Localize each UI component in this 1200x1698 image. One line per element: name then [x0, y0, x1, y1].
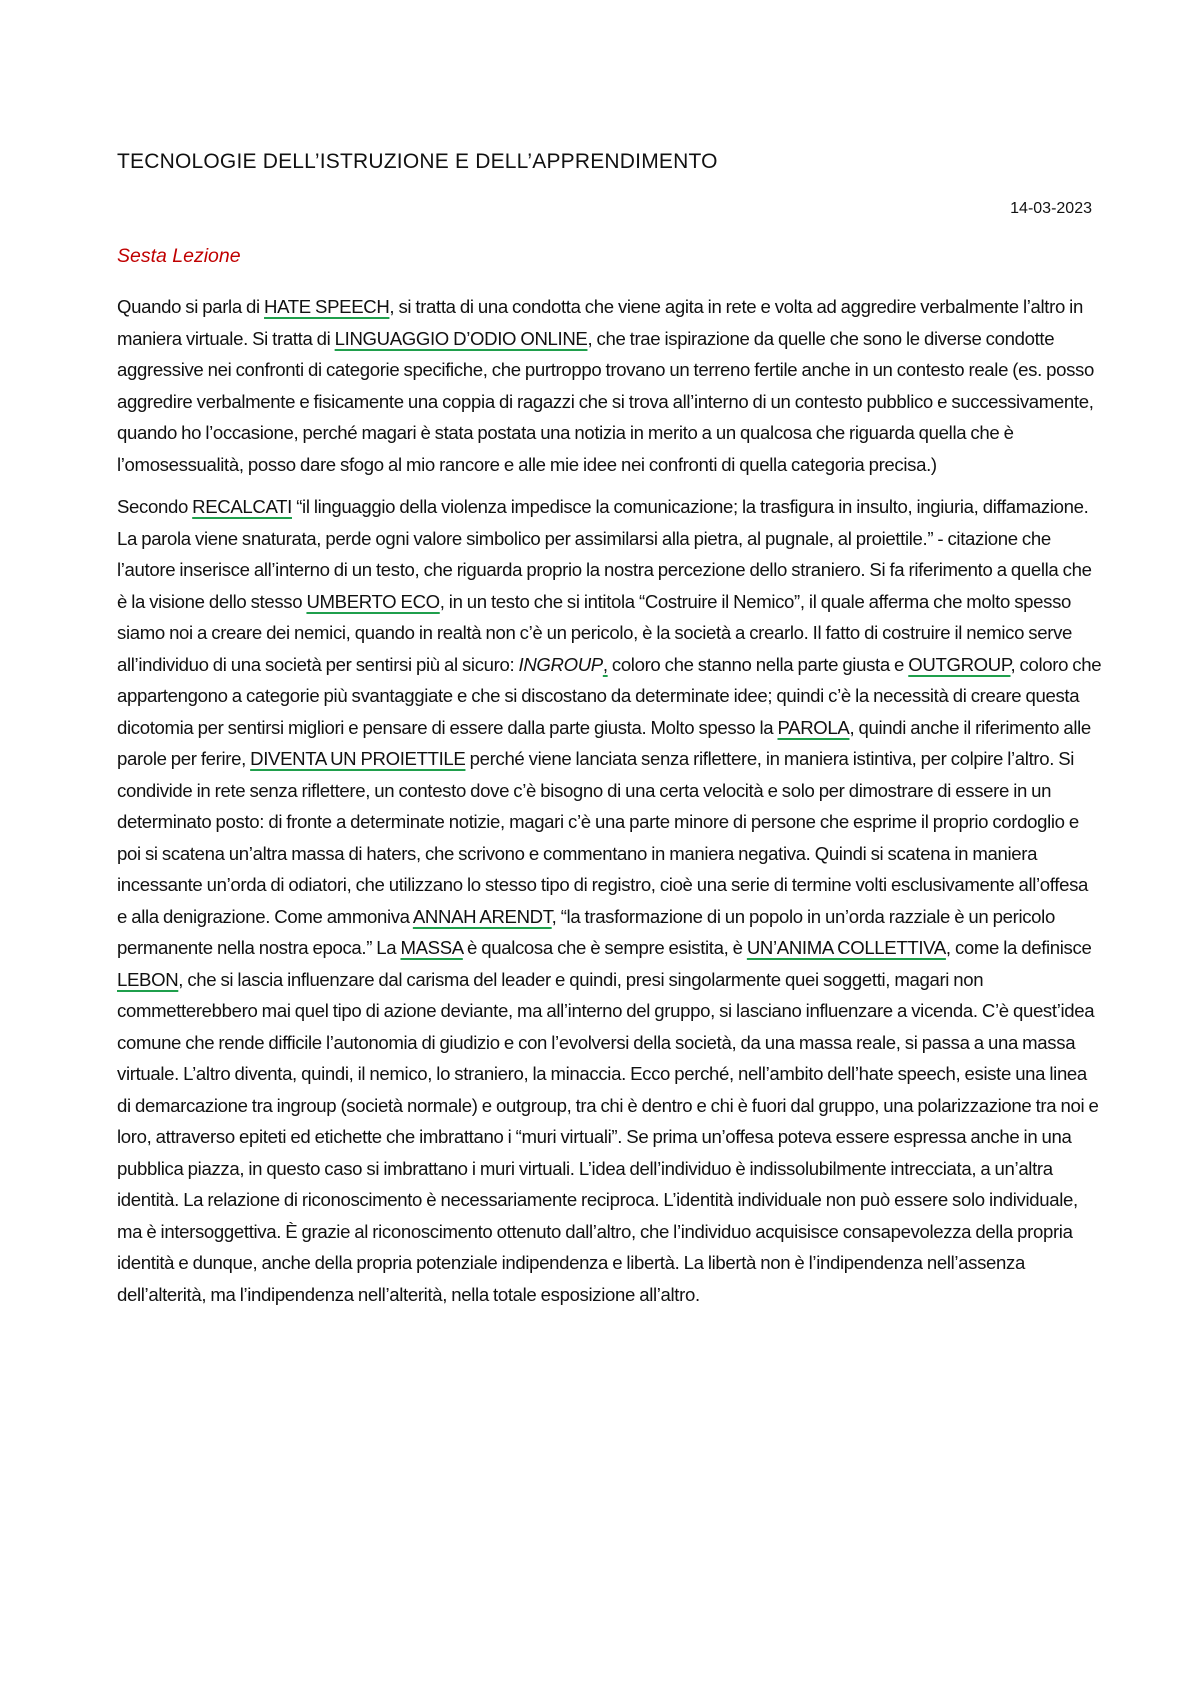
underlined-term: DIVENTA UN PROIETTILE: [250, 748, 466, 769]
text-run: , in un testo che si intitola “Costruire il Nemico”, il quale afferma che molto spesso siamo noi a creare dei nemici, quando in realtà non c’è un pericolo, è la società a crearlo. Il fatto di costruire il nemico serve all’individuo di una società per sentirsi più al sicuro:: [117, 590, 1073, 675]
text-run: perché viene lanciata senza riflettere, in maniera istintiva, per colpire l’altro. Si condivide in rete senza riflettere, un contesto dove c’è bisogno di una certa velocità e solo per dimostrare di essere in un determinato posto: di fronte a determinate notizie, magari c’è una parte minore di persone che esprime il proprio cordoglio e poi si scatena un’altra massa di haters, che scrivono e commentano in maniera negativa. Quindi si scatena in maniera incessante un’orda di odiatori, che utilizzano lo stesso tipo di registro, cioè una serie di termine volti esclusivamente all’offesa e alla denigrazione. Come ammoniva: [117, 748, 1089, 927]
text-run: , che si lascia influenzare dal carisma del leader e quindi, presi singolarmente quei soggetti, magari non commetterebbero mai quel tipo di azione deviante, ma all’interno del gruppo, si lasciano influenzare a vicenda. C’è quest’idea comune che rende difficile l’autonomia di giudizio e con l’evolversi della società, da una massa reale, si passa a una massa virtuale. L’altro diventa, quindi, il nemico, lo straniero, la minaccia. Ecco perché, nell’ambito dell’hate speech, esiste una linea di demarcazione tra ingroup (società normale) e outgroup, tra chi è dentro e chi è fuori dal gruppo, una polarizzazione tra noi e loro, attraverso epiteti ed etichette che imbrattano i “muri virtuali”. Se prima un’offesa poteva essere espressa anche in una pubblica piazza, in questo caso si imbrattano i muri virtuali. L’idea dell’individuo è indissolubilmente intrecciata, a un’altra identità. La relazione di riconoscimento è necessariamente reciproca. L’identità individuale non può essere solo individuale, ma è intersoggettiva. È grazie al riconoscimento ottenuto dall’altro, che l’individuo acquisisce consapevolezza della propria identità e dunque, anche della propria potenziale indipendenza e libertà. La libertà non è l’indipendenza nell’assenza dell’alterità, ma l’indipendenza nell’alterità, nella totale esposizione all’altro.: [117, 968, 1099, 1305]
document-date: 14-03-2023: [1010, 200, 1092, 217]
document-title: TECNOLOGIE DELL’ISTRUZIONE E DELL’APPRENDIMENTO: [117, 150, 718, 173]
text-run: coloro che stanno nella parte giusta e: [607, 653, 909, 675]
document-body: [117, 291, 1102, 1321]
underlined-term: LEBON: [117, 968, 179, 990]
underlined-term: OUTGROUP: [908, 653, 1011, 675]
text-run: “il linguaggio della violenza impedisce la comunicazione; la trasfigura in insulto, ingiuria, diffamazione. La parola viene snaturata, perde ogni valore simbolico per assimilarsi alla pietra, al pugnale, al proiettile.” - citazione che l’autore inserisce all’interno di un testo, che riguarda proprio la nostra percezione dello straniero. Si fa riferimento a quella che è la visione dello stesso: [117, 496, 1092, 612]
underlined-term: RECALCATI: [192, 496, 292, 517]
body-paragraph: [117, 291, 1102, 480]
underlined-term: PAROLA: [777, 716, 850, 738]
underlined-term: ,: [602, 653, 608, 675]
text-run: , si tratta di una condotta che viene agita in rete e volta ad aggredire verbalmente l’altro in maniera virtuale. Si tratta di: [117, 296, 1083, 349]
italic-term: INGROUP: [518, 653, 603, 675]
underlined-term: ANNAH ARENDT: [412, 905, 552, 927]
text-run: , che trae ispirazione da quelle che sono le diverse condotte aggressive nei confronti di categorie specifiche, che purtroppo trovano un terreno fertile anche in un contesto reale (es. posso aggredire verbalmente e fisicamente una coppia di ragazzi che si trova all’interno di un contesto pubblico e successivamente, quando ho l’occasione, perché magari è stata postata una notizia in merito a un qualcosa che riguarda quella che è l’omosessualità, posso dare sfogo al mio rancore e alle mie idee nei confronti di quella categoria precisa.): [117, 327, 1094, 475]
underlined-term: LINGUAGGIO D’ODIO ONLINE: [334, 327, 588, 349]
underlined-term: MASSA: [400, 937, 463, 958]
lesson-heading: Sesta Lezione: [117, 245, 241, 267]
text-run: , coloro che appartengono a categorie più svantaggiate e che si discostano da determinate idee; quindi c’è la necessità di creare questa dicotomia per sentirsi migliori e pensare di essere dalla parte giusta. Molto spesso la: [117, 653, 1102, 738]
underlined-term: UN’ANIMA COLLETTIVA: [746, 937, 946, 958]
text-run: , quindi anche il riferimento alle parole per ferire,: [117, 716, 1091, 769]
underlined-term: HATE SPEECH: [264, 296, 390, 317]
text-run: è qualcosa che è sempre esistita, è: [462, 937, 747, 958]
body-paragraph: [117, 491, 1102, 1310]
text-run: Secondo: [117, 496, 193, 517]
underlined-term: UMBERTO ECO: [306, 590, 440, 612]
text-run: , “la trasformazione di un popolo in un’orda razziale è un pericolo permanente nella nostra epoca.” La: [117, 905, 1055, 958]
text-run: , come la definisce: [945, 937, 1092, 958]
text-run: Quando si parla di: [117, 296, 265, 317]
